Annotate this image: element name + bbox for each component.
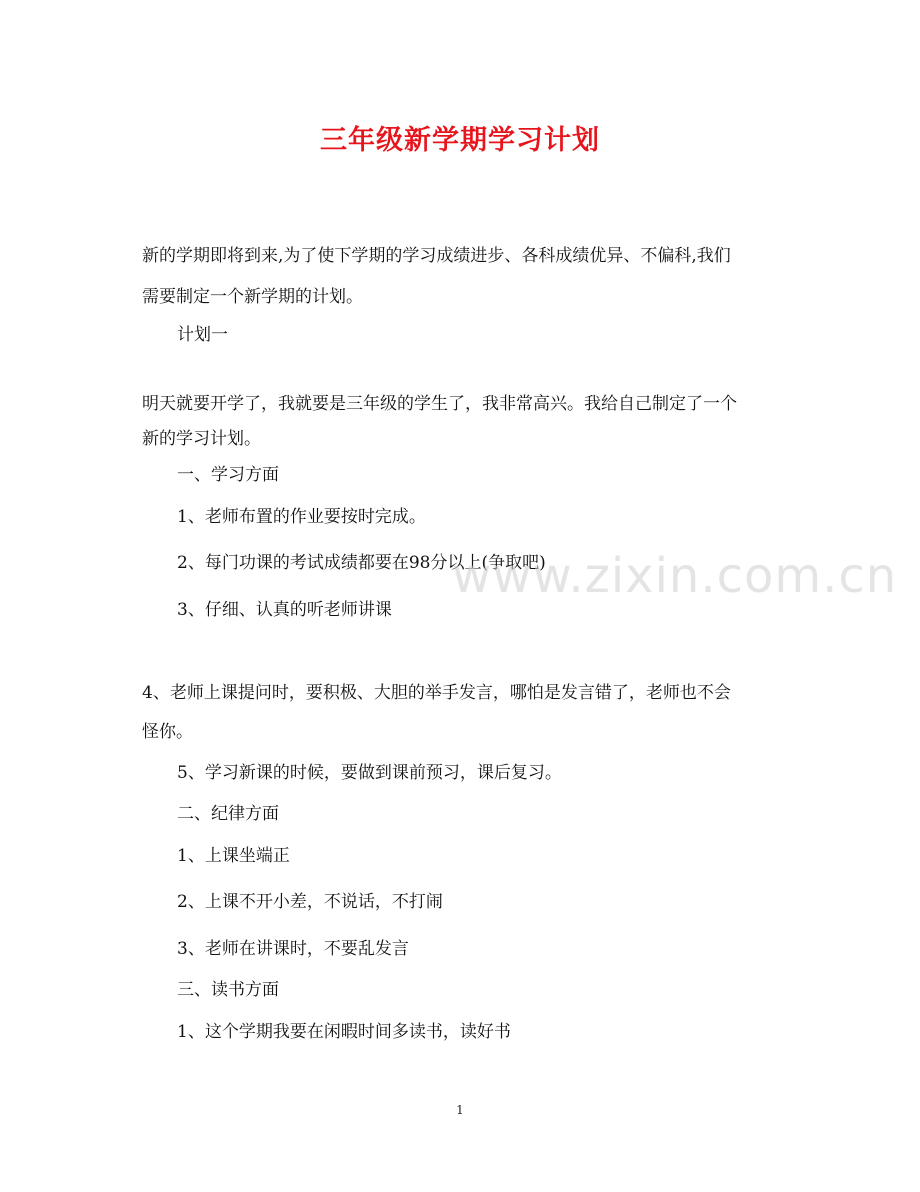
list-item: 1、老师布置的作业要按时完成。 bbox=[177, 507, 426, 527]
paragraph-line: 明天就要开学了，我就要是三年级的学生了，我非常高兴。我给自己制定了一个 bbox=[142, 394, 737, 414]
section-heading: 二、纪律方面 bbox=[177, 804, 279, 824]
list-item: 5、学习新课的时候，要做到课前预习，课后复习。 bbox=[177, 763, 562, 783]
paragraph-line: 新的学期即将到来,为了使下学期的学习成绩进步、各科成绩优异、不偏科,我们 bbox=[142, 246, 731, 266]
paragraph-line: 需要制定一个新学期的计划。 bbox=[142, 287, 363, 307]
list-item: 1、这个学期我要在闲暇时间多读书，读好书 bbox=[177, 1022, 511, 1042]
list-item: 1、上课坐端正 bbox=[177, 846, 290, 866]
paragraph-line: 新的学习计划。 bbox=[142, 429, 261, 449]
section-heading: 一、学习方面 bbox=[177, 465, 279, 485]
list-item: 3、仔细、认真的听老师讲课 bbox=[177, 600, 392, 620]
list-item: 2、上课不开小差，不说话，不打闹 bbox=[177, 892, 443, 912]
page-number: 1 bbox=[456, 1103, 464, 1117]
section-heading: 三、读书方面 bbox=[177, 980, 279, 1000]
list-item: 2、每门功课的考试成绩都要在98分以上(争取吧) bbox=[177, 553, 546, 573]
watermark: www.zixin.com.cn bbox=[452, 548, 898, 604]
list-item: 3、老师在讲课时，不要乱发言 bbox=[177, 939, 409, 959]
paragraph-line: 怪你。 bbox=[142, 722, 193, 742]
list-item: 4、老师上课提问时，要积极、大胆的举手发言，哪怕是发言错了，老师也不会 bbox=[142, 683, 731, 703]
section-heading: 计划一 bbox=[177, 325, 228, 345]
document-title: 三年级新学期学习计划 bbox=[320, 125, 600, 156]
